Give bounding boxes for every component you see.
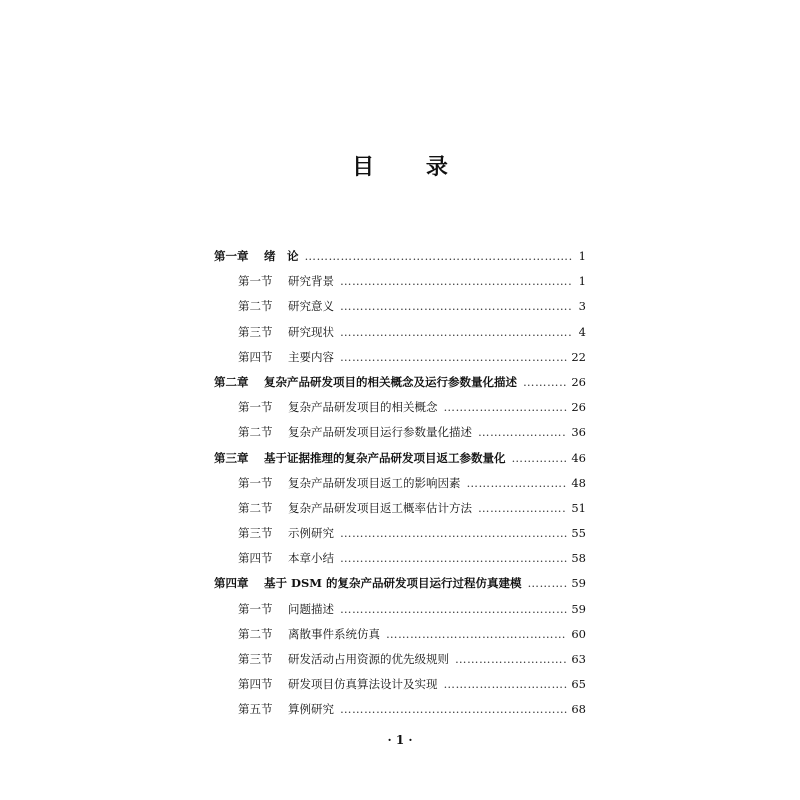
toc-page: 51 — [571, 500, 586, 515]
toc-section-3-3[interactable] — [214, 521, 586, 546]
toc-title: 绪 论 — [264, 249, 299, 263]
toc-page: 48 — [571, 475, 586, 490]
toc-title: 复杂产品研发项目的相关概念及运行参数量化描述 — [264, 374, 517, 389]
leader-dots — [340, 697, 567, 722]
toc-section-4-4[interactable] — [214, 672, 586, 697]
toc-section-1-1[interactable] — [214, 269, 586, 294]
toc-title: 基于证据推理的复杂产品研发项目返工参数量化 — [264, 450, 506, 465]
page-title: 目 录 — [352, 154, 470, 180]
toc-title: 复杂产品研发项目的相关概念 — [288, 400, 438, 415]
toc-page: 68 — [571, 702, 586, 717]
toc-number: 第一节 — [238, 601, 273, 616]
leader-dots — [478, 496, 567, 521]
toc-number: 第一章 — [214, 249, 249, 263]
toc-page: 60 — [571, 626, 586, 641]
toc-section-4-2[interactable] — [214, 622, 586, 647]
toc-page: 59 — [571, 576, 586, 591]
toc-section-3-4[interactable] — [214, 546, 586, 571]
toc-number: 第五节 — [238, 702, 273, 717]
leader-dots — [512, 446, 568, 471]
toc-section-4-1[interactable] — [214, 597, 586, 622]
toc-section-1-3[interactable] — [214, 320, 586, 345]
toc-number: 第三节 — [238, 652, 273, 666]
toc-page: 1 — [578, 249, 586, 263]
toc-title: 本章小结 — [288, 551, 334, 566]
toc-title: 示例研究 — [288, 526, 334, 541]
toc-number: 第二节 — [238, 500, 273, 515]
leader-dots — [305, 244, 573, 269]
toc-chapter-4[interactable] — [214, 571, 586, 596]
toc-page: 1 — [578, 274, 586, 289]
toc-number: 第二节 — [238, 626, 273, 641]
toc-page: 26 — [571, 374, 586, 389]
toc-page: 46 — [571, 450, 586, 465]
toc-title: 研究意义 — [288, 299, 334, 314]
toc-page: 65 — [571, 677, 586, 692]
toc-title: 复杂产品研发项目运行参数量化描述 — [288, 425, 472, 440]
toc-number: 第二节 — [238, 425, 273, 440]
toc-page: 55 — [571, 526, 586, 541]
toc-number: 第三章 — [214, 450, 249, 465]
toc-chapter-2[interactable] — [214, 370, 586, 395]
toc-section-3-1[interactable] — [214, 471, 586, 496]
toc-section-2-2[interactable] — [214, 420, 586, 445]
toc-title: 研发项目仿真算法设计及实现 — [288, 677, 438, 692]
toc-title: 研究背景 — [288, 274, 334, 289]
leader-dots — [340, 345, 567, 370]
toc-page: 63 — [571, 652, 586, 666]
leader-dots — [340, 546, 567, 571]
toc-page: 36 — [571, 425, 586, 440]
toc-section-2-1[interactable] — [214, 395, 586, 420]
toc-number: 第一节 — [238, 274, 273, 289]
leader-dots — [528, 571, 568, 596]
toc-number: 第四节 — [238, 349, 273, 364]
toc-title: 研发活动占用资源的优先级规则 — [288, 652, 449, 666]
toc-number: 第三节 — [238, 324, 273, 339]
toc-page: 3 — [578, 299, 586, 314]
leader-dots — [444, 672, 568, 697]
toc-section-1-4[interactable] — [214, 345, 586, 370]
toc-number: 第四章 — [214, 576, 249, 591]
leader-dots — [340, 521, 567, 546]
leader-dots — [340, 597, 567, 622]
toc-title: 主要内容 — [288, 349, 334, 364]
toc-title: 基于 DSM 的复杂产品研发项目运行过程仿真建模 — [264, 576, 522, 591]
toc-page: 22 — [571, 349, 586, 364]
toc-section-4-3[interactable] — [214, 647, 586, 672]
toc-page: 59 — [571, 601, 586, 616]
toc-section-1-2[interactable] — [214, 294, 586, 319]
toc-title: 算例研究 — [288, 702, 334, 717]
page-number-footer: · 1 · — [387, 733, 413, 747]
toc-number: 第四节 — [238, 677, 273, 692]
toc-page: 26 — [571, 400, 586, 415]
toc-chapter-3[interactable] — [214, 446, 586, 471]
leader-dots — [340, 269, 572, 294]
toc-number: 第四节 — [238, 551, 273, 566]
toc-number: 第一节 — [238, 475, 273, 490]
table-of-contents — [214, 244, 586, 723]
leader-dots — [340, 294, 572, 319]
toc-page: 4 — [578, 324, 586, 339]
toc-title: 问题描述 — [288, 601, 334, 616]
toc-page: 58 — [571, 551, 586, 566]
toc-chapter-1[interactable] — [214, 244, 586, 269]
toc-section-4-5[interactable] — [214, 697, 586, 722]
toc-section-3-2[interactable] — [214, 496, 586, 521]
leader-dots — [386, 622, 567, 647]
toc-number: 第三节 — [238, 526, 273, 541]
leader-dots — [340, 320, 572, 345]
toc-title: 复杂产品研发项目返工概率估计方法 — [288, 500, 472, 515]
toc-title: 离散事件系统仿真 — [288, 626, 380, 641]
leader-dots — [455, 647, 567, 672]
leader-dots — [467, 471, 568, 496]
toc-title: 研究现状 — [288, 324, 334, 339]
toc-number: 第二节 — [238, 299, 273, 314]
leader-dots — [478, 420, 567, 445]
toc-title: 复杂产品研发项目返工的影响因素 — [288, 475, 461, 490]
leader-dots — [444, 395, 568, 420]
leader-dots — [523, 370, 567, 395]
toc-number: 第二章 — [214, 374, 249, 389]
toc-number: 第一节 — [238, 400, 273, 415]
